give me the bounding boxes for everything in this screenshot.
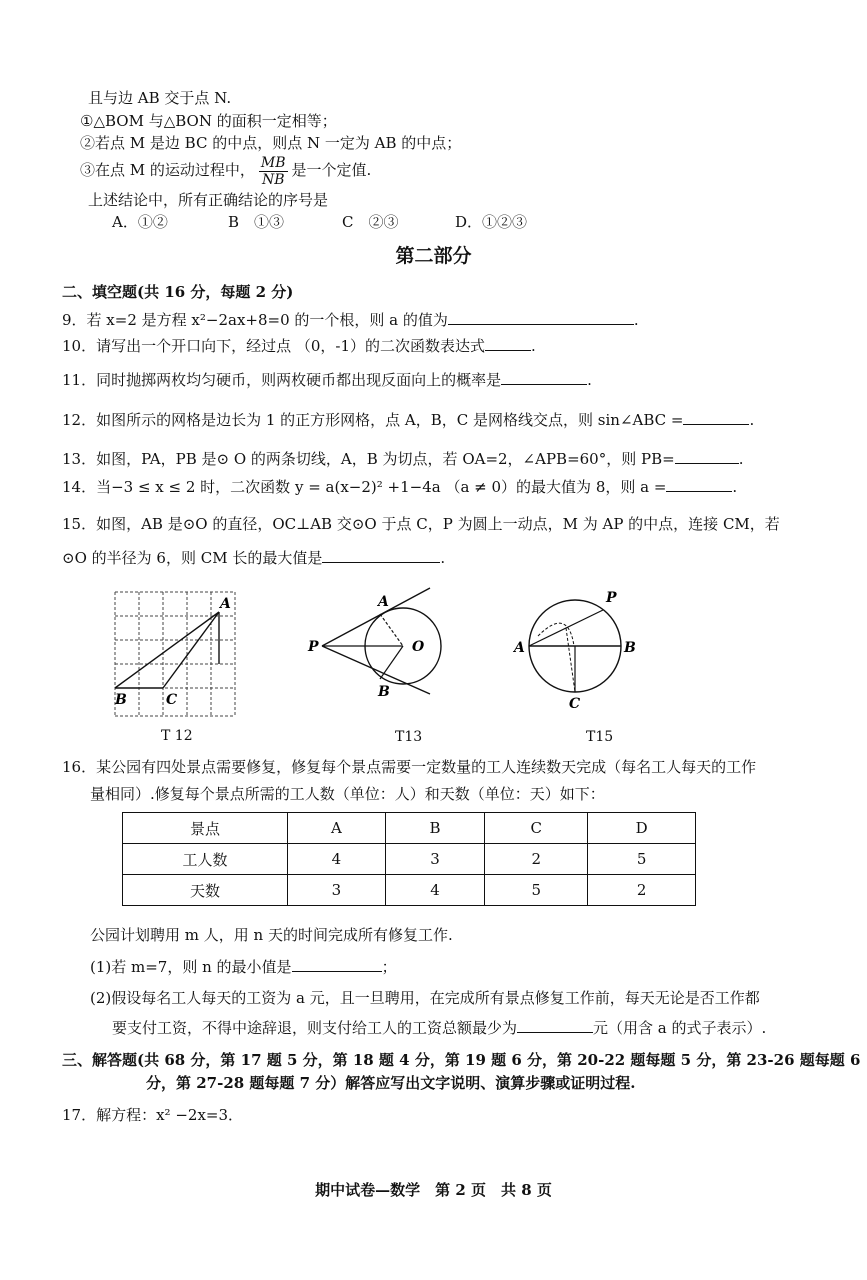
question-15-line2 — [62, 548, 445, 568]
table-cell: 天数 — [123, 875, 288, 906]
fraction-denominator: NB — [261, 171, 285, 188]
q8-prompt: 上述结论中，所有正确结论的序号是 — [88, 191, 329, 209]
t15-label-p: P — [606, 590, 617, 606]
q16-sub2-suffix: 元（用含 a 的式子表示）. — [593, 1019, 767, 1037]
q11-answer-blank[interactable] — [501, 370, 587, 385]
table-cell: 5 — [485, 875, 588, 906]
q14-text: 14．当−3 ≤ x ≤ 2 时，二次函数 y = a(x−2)² +1−4a （a ≠ 0）的最大值为 8，则 a = — [62, 478, 667, 496]
question-11 — [62, 370, 592, 390]
q8-option-c: C ②③ — [342, 213, 399, 231]
q8-option-a: A．①② — [112, 213, 168, 231]
q8-intro-line: 且与边 AB 交于点 N. — [88, 89, 232, 107]
t15-label-b: B — [624, 640, 636, 656]
question-10 — [62, 336, 536, 356]
q16-sub1-answer-blank[interactable] — [292, 957, 382, 972]
question-17: 17．解方程：x² −2x=3． — [62, 1106, 244, 1124]
q16-sub1 — [90, 957, 397, 977]
table-cell: 4 — [288, 844, 386, 875]
question-12 — [62, 410, 754, 430]
t12-caption: T 12 — [161, 728, 193, 744]
q12-answer-blank[interactable] — [683, 410, 749, 425]
t13-label-o: O — [412, 639, 425, 655]
figure-t12-grid — [112, 590, 252, 718]
q8-c3-suffix: 是一个定值. — [291, 161, 372, 179]
q16-sub2-text: 要支付工资，不得中途辞退，则支付给工人的工资总额最少为 — [112, 1019, 518, 1037]
table-cell: 4 — [385, 875, 484, 906]
table-header-cell: D — [588, 813, 696, 844]
t13-label-b: B — [378, 684, 390, 700]
q16-sub1-text: (1)若 m=7，则 n 的最小值是 — [90, 958, 292, 976]
t13-caption: T13 — [395, 729, 423, 745]
q15-period: . — [440, 549, 446, 567]
table-header-cell: A — [288, 813, 386, 844]
q14-answer-blank[interactable] — [666, 477, 732, 492]
q13-text: 13．如图，PA，PB 是⊙ O 的两条切线，A，B 为切点，若 OA=2，∠APB=60°，则 PB= — [62, 450, 675, 468]
t13-label-p: P — [308, 639, 319, 655]
question-13 — [62, 449, 743, 469]
section-three-header-line1: 三、解答题(共 68 分，第 17 题 5 分，第 18 题 4 分，第 19 题 6 分，第 20-22 题每题 5 分，第 23-26 题每题 6 — [62, 1051, 861, 1069]
table-row — [123, 844, 696, 875]
t15-caption: T15 — [586, 729, 614, 745]
t12-label-a: A — [220, 596, 231, 612]
t15-label-c: C — [569, 696, 581, 712]
q10-text: 10．请写出一个开口向下，经过点 （0，-1）的二次函数表达式 — [62, 337, 486, 355]
q11-period: . — [587, 371, 592, 389]
q16-sub2-line2 — [112, 1018, 766, 1038]
q15-answer-blank[interactable] — [322, 548, 440, 563]
q13-answer-blank[interactable] — [675, 449, 739, 464]
q8-conclusion-1: ①△BOM 与△BON 的面积一定相等； — [80, 112, 337, 130]
segment-ba — [115, 612, 219, 688]
q8-option-d: D．①②③ — [455, 213, 528, 231]
table-cell: 2 — [588, 875, 696, 906]
q9-answer-blank[interactable] — [448, 310, 634, 325]
section-two-header: 二、填空题(共 16 分，每题 2 分) — [62, 283, 294, 301]
part-two-title: 第二部分 — [395, 245, 472, 267]
table-cell: 5 — [588, 844, 696, 875]
q8-c3-prefix: ③在点 M 的运动过程中， — [80, 161, 255, 179]
table-row — [123, 875, 696, 906]
question-15-line1: 15．如图，AB 是⊙O 的直径，OC⊥AB 交⊙O 于点 C，P 为圆上一动点，M 为 AP 的中点，连接 CM，若 — [62, 515, 780, 533]
q9-text: 9．若 x=2 是方程 x²−2ax+8=0 的一个根，则 a 的值为 — [62, 311, 448, 329]
question-16-line1: 16．某公园有四处景点需要修复，修复每个景点需要一定数量的工人连续数天完成（每名工人每天的工作 — [62, 758, 757, 776]
fraction-numerator: MB — [260, 154, 286, 171]
q8-option-b: B ①③ — [228, 213, 285, 231]
q16-sub1-suffix: ； — [381, 958, 397, 976]
q8-conclusion-2: ②若点 M 是边 BC 的中点，则点 N 一定为 AB 的中点； — [80, 134, 462, 152]
q16-sub2-line1: (2)假设每名工人每天的工资为 a 元，且一旦聘用，在完成所有景点修复工作前，每天无论是否工作都 — [90, 989, 760, 1007]
table-header-cell: 景点 — [123, 813, 288, 844]
table-cell: 3 — [385, 844, 484, 875]
figure-t15-circle — [508, 586, 640, 710]
table-header-cell: C — [485, 813, 588, 844]
q16-sub2-answer-blank[interactable] — [517, 1018, 593, 1033]
tangent-pa — [322, 588, 430, 646]
mb-over-nb-fraction — [259, 155, 288, 188]
q16-plan: 公园计划聘用 m 人，用 n 天的时间完成所有修复工作. — [90, 926, 453, 944]
t12-label-c: C — [166, 692, 178, 708]
question-16-line2: 量相同）.修复每个景点所需的工人数（单位：人）和天数（单位：天）如下： — [90, 785, 605, 803]
q12-period: . — [749, 411, 755, 429]
t15-label-a: A — [514, 640, 525, 656]
question-14 — [62, 477, 737, 497]
t13-label-a: A — [378, 594, 389, 610]
q15-text: ⊙O 的半径为 6，则 CM 长的最大值是 — [62, 549, 323, 567]
table-header-row — [123, 813, 696, 844]
q10-answer-blank[interactable] — [485, 336, 531, 351]
q14-period: . — [732, 478, 738, 496]
table-cell: 工人数 — [123, 844, 288, 875]
page-footer: 期中试卷—数学 第 2 页 共 8 页 — [315, 1181, 552, 1199]
q8-conclusion-3 — [80, 152, 371, 188]
figure-t13-tangents — [300, 584, 460, 704]
q13-period: . — [738, 450, 744, 468]
q11-text: 11．同时抛掷两枚均匀硬币，则两枚硬币都出现反面向上的概率是 — [62, 371, 502, 389]
q10-period: . — [531, 337, 536, 355]
t12-label-b: B — [115, 692, 127, 708]
section-three-header-line2: 分，第 27-28 题每题 7 分）解答应写出文字说明、演算步骤或证明过程. — [146, 1074, 636, 1092]
scenic-repair-table — [122, 812, 696, 906]
q12-text: 12．如图所示的网格是边长为 1 的正方形网格，点 A，B，C 是网格线交点，则 sin∠ABC = — [62, 411, 684, 429]
table-header-cell: B — [385, 813, 484, 844]
q9-period: . — [633, 311, 639, 329]
table-cell: 2 — [485, 844, 588, 875]
table-cell: 3 — [288, 875, 386, 906]
question-9 — [62, 310, 639, 330]
